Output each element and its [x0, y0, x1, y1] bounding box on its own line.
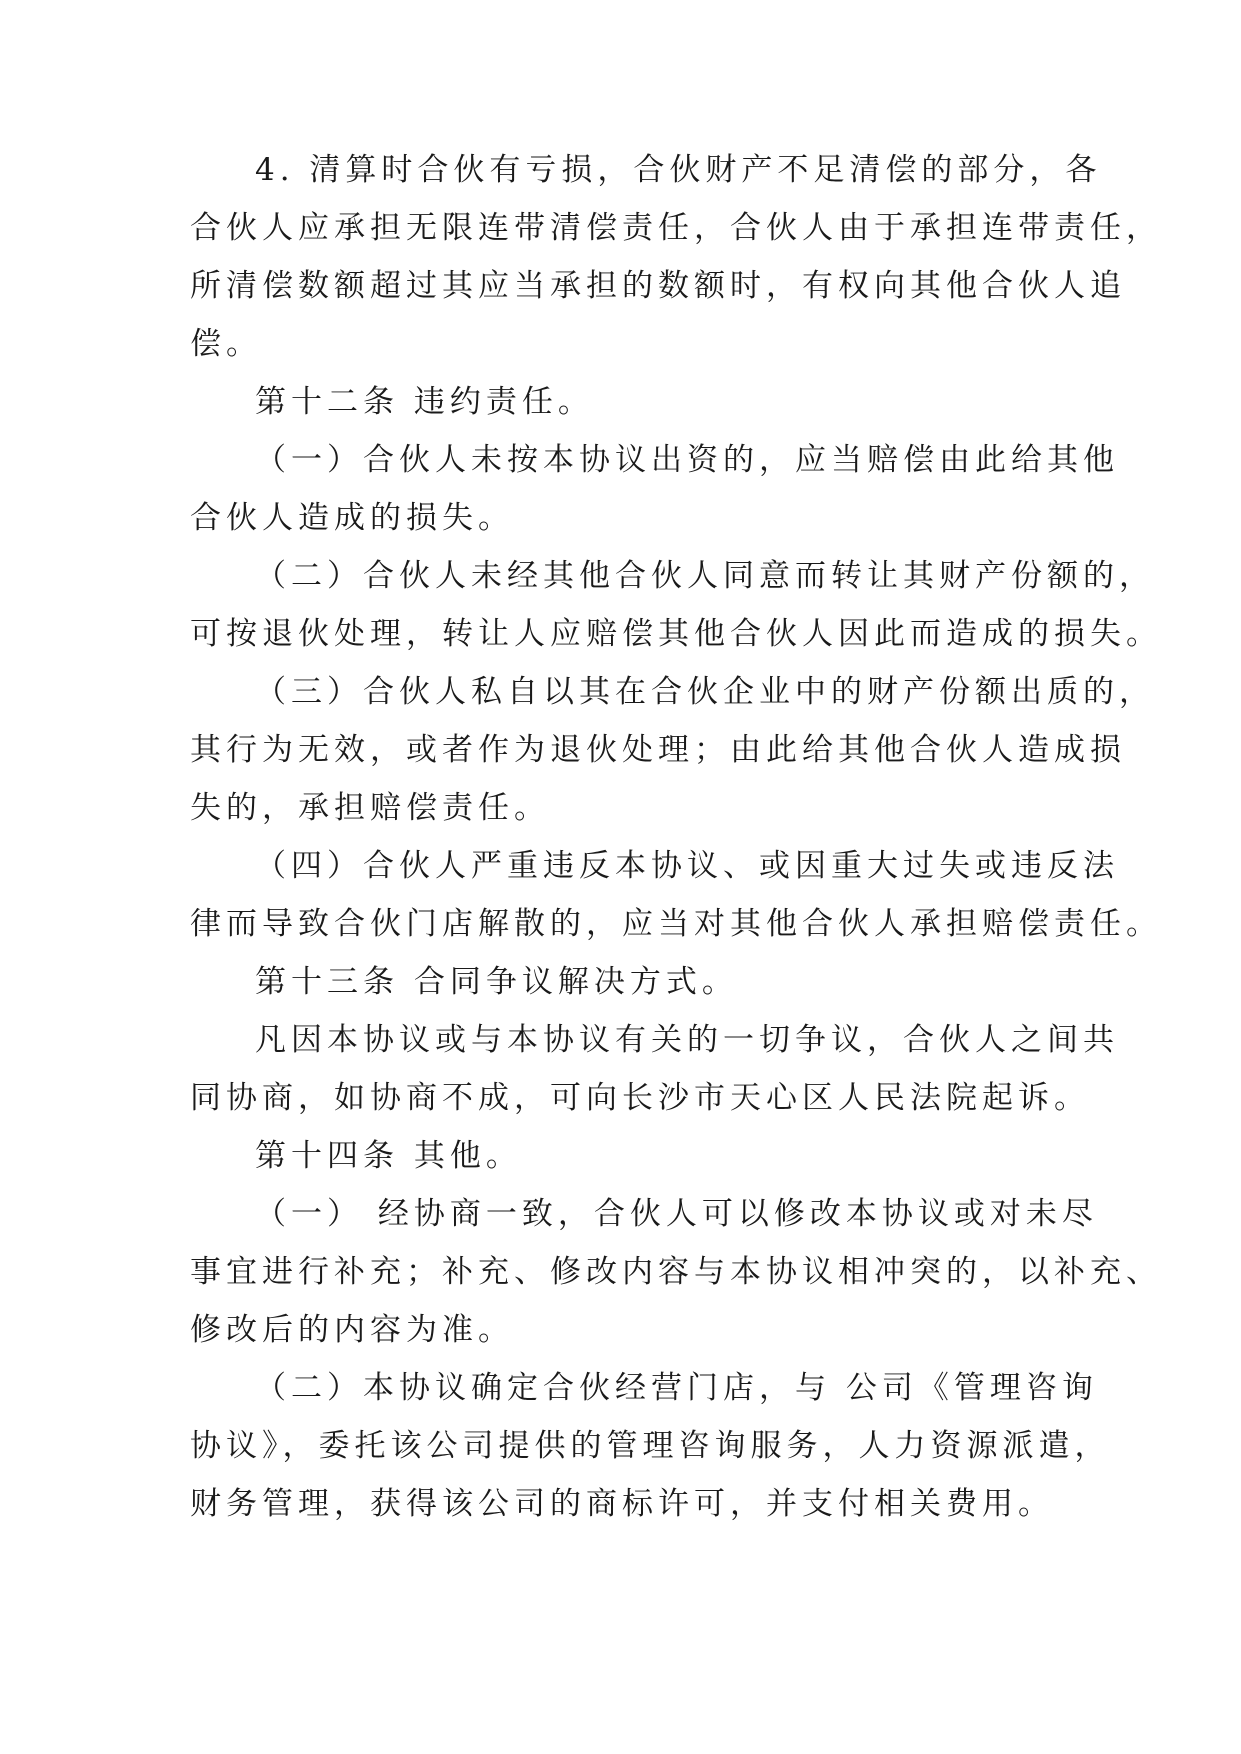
- text-line: （一）合伙人未按本协议出资的，应当赔偿由此给其他: [255, 442, 1119, 478]
- text-line: 凡因本协议或与本协议有关的一切争议，合伙人之间共: [255, 1022, 1119, 1058]
- text-line: 偿。: [190, 326, 262, 362]
- text-line: 财务管理，获得该公司的商标许可，并支付相关费用。: [190, 1486, 1054, 1522]
- text-line: 4. 清算时合伙有亏损，合伙财产不足清偿的部分，各: [255, 152, 1102, 188]
- text-line: 其行为无效，或者作为退伙处理；由此给其他合伙人造成损: [190, 732, 1126, 768]
- text-line: 同协商，如协商不成，可向长沙市天心区人民法院起诉。: [190, 1080, 1090, 1116]
- text-line: （三）合伙人私自以其在合伙企业中的财产份额出质的，: [255, 674, 1155, 710]
- text-line: 合伙人造成的损失。: [190, 500, 514, 536]
- text-line: （二）合伙人未经其他合伙人同意而转让其财产份额的，: [255, 558, 1155, 594]
- text-line: 失的，承担赔偿责任。: [190, 790, 550, 826]
- text-line: 事宜进行补充；补充、修改内容与本协议相冲突的，以补充、: [190, 1254, 1162, 1290]
- text-line: 修改后的内容为准。: [190, 1312, 514, 1348]
- text-line: 可按退伙处理，转让人应赔偿其他合伙人因此而造成的损失。: [190, 616, 1162, 652]
- text-line: 合伙人应承担无限连带清偿责任，合伙人由于承担连带责任，: [190, 210, 1162, 246]
- text-line: （一） 经协商一致，合伙人可以修改本协议或对未尽: [255, 1196, 1098, 1232]
- text-line: （二）本协议确定合伙经营门店，与 公司《管理咨询: [255, 1370, 1098, 1406]
- text-line: 所清偿数额超过其应当承担的数额时，有权向其他合伙人追: [190, 268, 1126, 304]
- section-heading: 第十三条 合同争议解决方式。: [255, 964, 738, 1000]
- text-line: 协议》，委托该公司提供的管理咨询服务，人力资源派遣，: [190, 1428, 1111, 1464]
- text-line: （四）合伙人严重违反本协议、或因重大过失或违反法: [255, 848, 1119, 884]
- section-heading: 第十四条 其他。: [255, 1138, 522, 1174]
- text-line: 律而导致合伙门店解散的，应当对其他合伙人承担赔偿责任。: [190, 906, 1162, 942]
- section-heading: 第十二条 违约责任。: [255, 384, 594, 420]
